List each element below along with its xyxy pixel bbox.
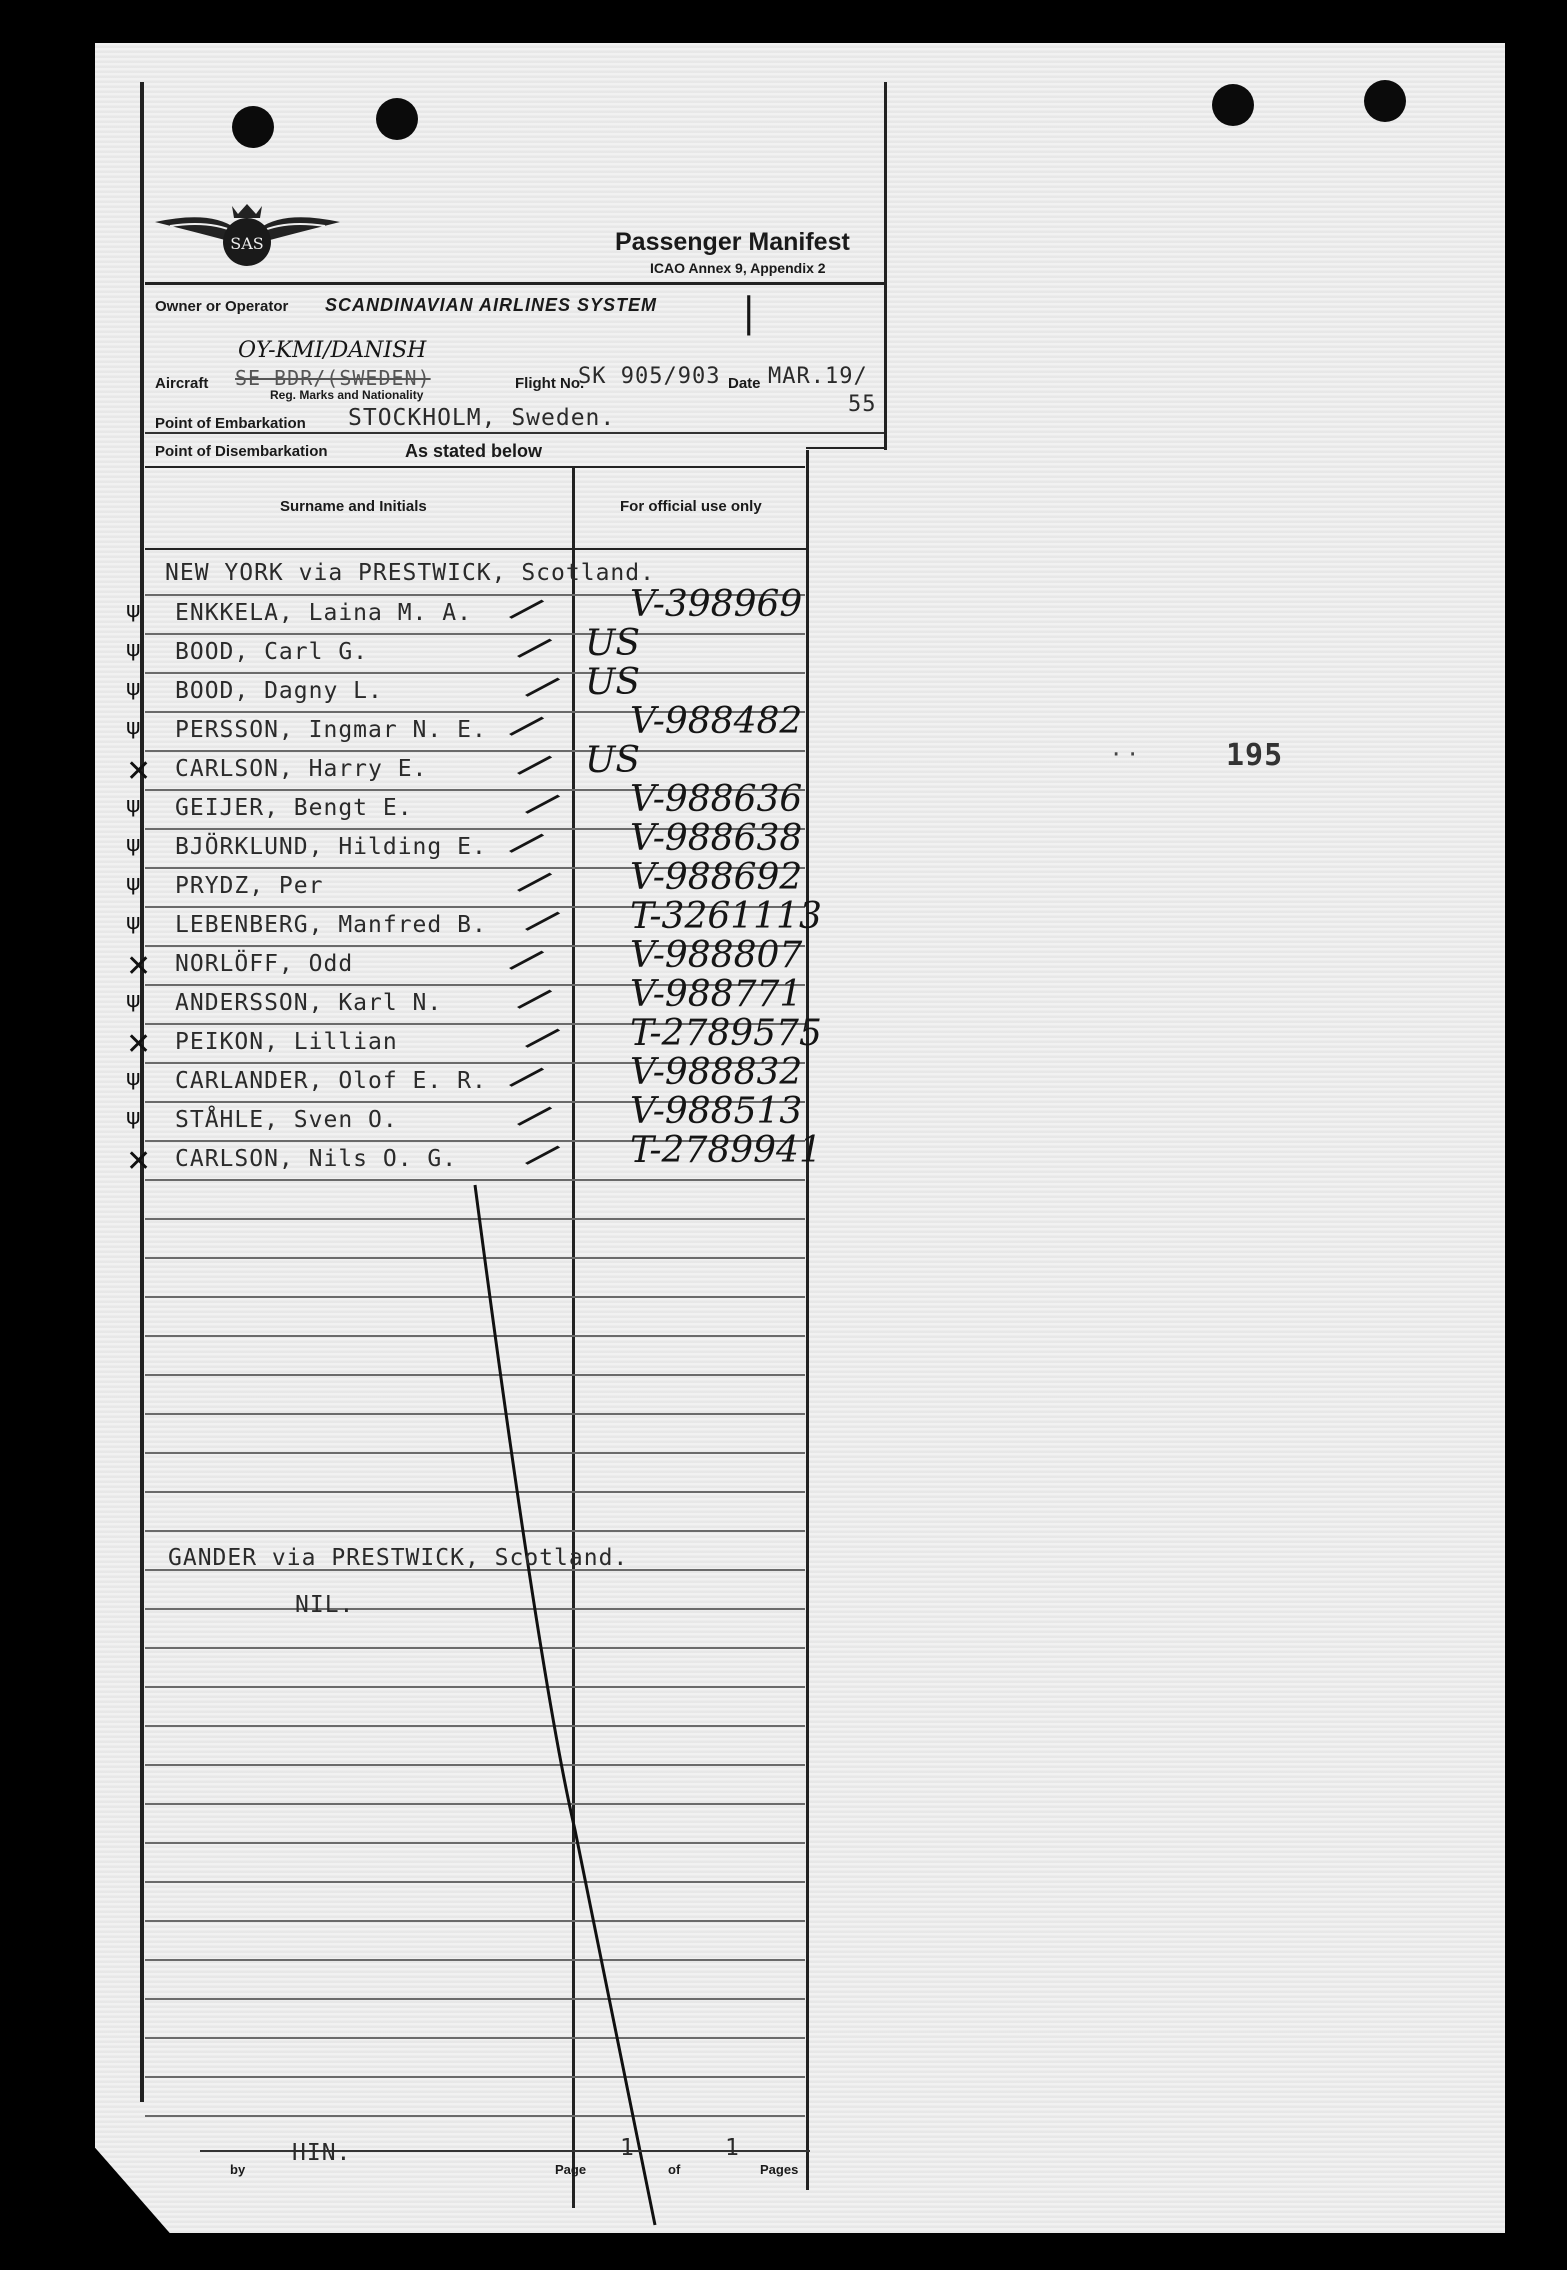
section2-value: NIL. xyxy=(295,1592,355,1618)
official-check-stroke: / xyxy=(508,820,546,866)
header-bottom-rule xyxy=(145,548,807,550)
disembarkation-label: Point of Disembarkation xyxy=(155,443,328,460)
of-label: of xyxy=(668,2162,681,2177)
check-mark: ψ xyxy=(126,988,141,1013)
passenger-name: PERSSON, Ingmar N. E. xyxy=(175,717,487,743)
official-check-stroke: / xyxy=(516,742,554,788)
passenger-name: ANDERSSON, Karl N. xyxy=(175,990,443,1016)
aircraft-struck: SE-BDR/(SWEDEN) xyxy=(235,366,431,390)
header-rule xyxy=(145,282,885,285)
manifest-subtitle: ICAO Annex 9, Appendix 2 xyxy=(650,260,826,276)
official-entry: V-988807 xyxy=(630,935,803,976)
airline-logo-icon xyxy=(150,200,345,280)
page-value: 1 xyxy=(620,2135,635,2161)
header-right-border xyxy=(884,82,887,450)
check-mark: ψ xyxy=(126,637,141,662)
passenger-name: BOOD, Dagny L. xyxy=(175,678,383,704)
official-check-stroke: / xyxy=(508,937,546,983)
punch-hole xyxy=(232,106,274,148)
check-mark: ψ xyxy=(126,1105,141,1130)
page-label: Page xyxy=(555,2162,587,2177)
owner-label: Owner or Operator xyxy=(155,298,289,315)
diagonal-strike-line xyxy=(460,1180,660,2230)
signed-label: by xyxy=(230,2162,246,2177)
official-check-stroke: / xyxy=(516,1093,554,1139)
official-entry: V-988513 xyxy=(630,1091,803,1132)
official-check-stroke: / xyxy=(524,1132,562,1178)
official-entry: US xyxy=(585,623,641,664)
dust-speck: · · xyxy=(1112,740,1137,770)
punch-hole xyxy=(1364,80,1406,122)
manifest-title: Passenger Manifest xyxy=(615,228,850,256)
corner-rule xyxy=(806,447,886,449)
of-value: 1 xyxy=(725,2135,740,2161)
embarkation-value: STOCKHOLM, Sweden. xyxy=(348,405,616,431)
flight-value: SK 905/903 xyxy=(578,364,721,389)
punch-hole xyxy=(1212,84,1254,126)
official-check-stroke: / xyxy=(524,898,562,944)
official-entry: US xyxy=(585,662,641,703)
official-check-stroke: / xyxy=(524,781,562,827)
official-check-stroke: / xyxy=(516,976,554,1022)
passenger-name: GEIJER, Bengt E. xyxy=(175,795,413,821)
check-mark: ψ xyxy=(126,676,141,701)
official-entry: V-988636 xyxy=(630,779,803,820)
official-entry: V-988692 xyxy=(630,857,803,898)
row-rule xyxy=(145,672,805,674)
year-value: 55 xyxy=(848,392,877,417)
date-value: MAR.19/ xyxy=(768,364,868,389)
passenger-name: NORLÖFF, Odd xyxy=(175,951,354,977)
official-check-stroke: / xyxy=(524,1015,562,1061)
aircraft-note: Reg. Marks and Nationality xyxy=(270,388,424,402)
official-entry: V-988832 xyxy=(630,1052,803,1093)
disembarkation-value: As stated below xyxy=(405,441,543,461)
signed-value: HIN. xyxy=(292,2140,352,2166)
passenger-name: CARLSON, Nils O. G. xyxy=(175,1146,458,1172)
check-mark: ψ xyxy=(126,598,141,623)
passenger-name: PRYDZ, Per xyxy=(175,873,324,899)
flight-label: Flight No. xyxy=(515,375,585,392)
passenger-name: STÅHLE, Sven O. xyxy=(175,1107,398,1133)
official-entry: T-2789575 xyxy=(630,1013,822,1054)
left-border xyxy=(140,82,144,2102)
tick-mark: | xyxy=(742,290,756,336)
check-mark: ψ xyxy=(126,832,141,857)
official-check-stroke: / xyxy=(508,586,546,632)
check-mark: ψ xyxy=(126,1066,141,1091)
check-mark: ✕ xyxy=(126,949,152,984)
check-mark: ψ xyxy=(126,910,141,935)
table-top-rule xyxy=(145,466,805,468)
official-entry: T-2789941 xyxy=(630,1130,822,1171)
passenger-name: PEIKON, Lillian xyxy=(175,1029,398,1055)
passenger-name: BOOD, Carl G. xyxy=(175,639,369,665)
passenger-name: ENKKELA, Laina M. A. xyxy=(175,600,472,626)
aircraft-value: OY-KMI/DANISH xyxy=(238,338,427,363)
check-mark: ψ xyxy=(126,793,141,818)
date-label: Date xyxy=(728,375,761,392)
official-check-stroke: / xyxy=(508,1054,546,1100)
official-entry: V-988638 xyxy=(630,818,803,859)
row-rule xyxy=(145,633,805,635)
col-official-header: For official use only xyxy=(620,498,762,515)
official-check-stroke: / xyxy=(524,664,562,710)
owner-value: SCANDINAVIAN AIRLINES SYSTEM xyxy=(325,295,658,315)
table-right-border xyxy=(806,450,809,2190)
check-mark: ✕ xyxy=(126,754,152,789)
official-entry: V-398969 xyxy=(630,584,803,625)
passenger-name: BJÖRKLUND, Hilding E. xyxy=(175,834,487,860)
passenger-name: CARLSON, Harry E. xyxy=(175,756,428,782)
col-name-header: Surname and Initials xyxy=(280,498,427,515)
official-check-stroke: / xyxy=(516,859,554,905)
check-mark: ψ xyxy=(126,715,141,740)
pages-label: Pages xyxy=(760,2162,799,2177)
official-entry: V-988482 xyxy=(630,701,803,742)
check-mark: ✕ xyxy=(126,1027,152,1062)
passenger-name: CARLANDER, Olof E. R. xyxy=(175,1068,487,1094)
svg-text:SAS: SAS xyxy=(230,234,264,253)
passenger-name: LEBENBERG, Manfred B. xyxy=(175,912,487,938)
stamp-number: 195 xyxy=(1226,738,1284,773)
row-rule xyxy=(145,750,805,752)
punch-hole xyxy=(376,98,418,140)
embarkation-label: Point of Embarkation xyxy=(155,415,306,432)
official-check-stroke: / xyxy=(508,703,546,749)
embarkation-rule xyxy=(145,432,887,434)
section1-heading: NEW YORK via PRESTWICK, Scotland. xyxy=(165,560,655,586)
official-entry: V-988771 xyxy=(630,974,803,1015)
official-entry: T-3261113 xyxy=(630,896,822,937)
check-mark: ✕ xyxy=(126,1144,152,1179)
aircraft-label: Aircraft xyxy=(155,375,209,392)
check-mark: ψ xyxy=(126,871,141,896)
official-check-stroke: / xyxy=(516,625,554,671)
section2-heading: GANDER via PRESTWICK, Scotland. xyxy=(168,1545,629,1571)
official-entry: US xyxy=(585,740,641,781)
